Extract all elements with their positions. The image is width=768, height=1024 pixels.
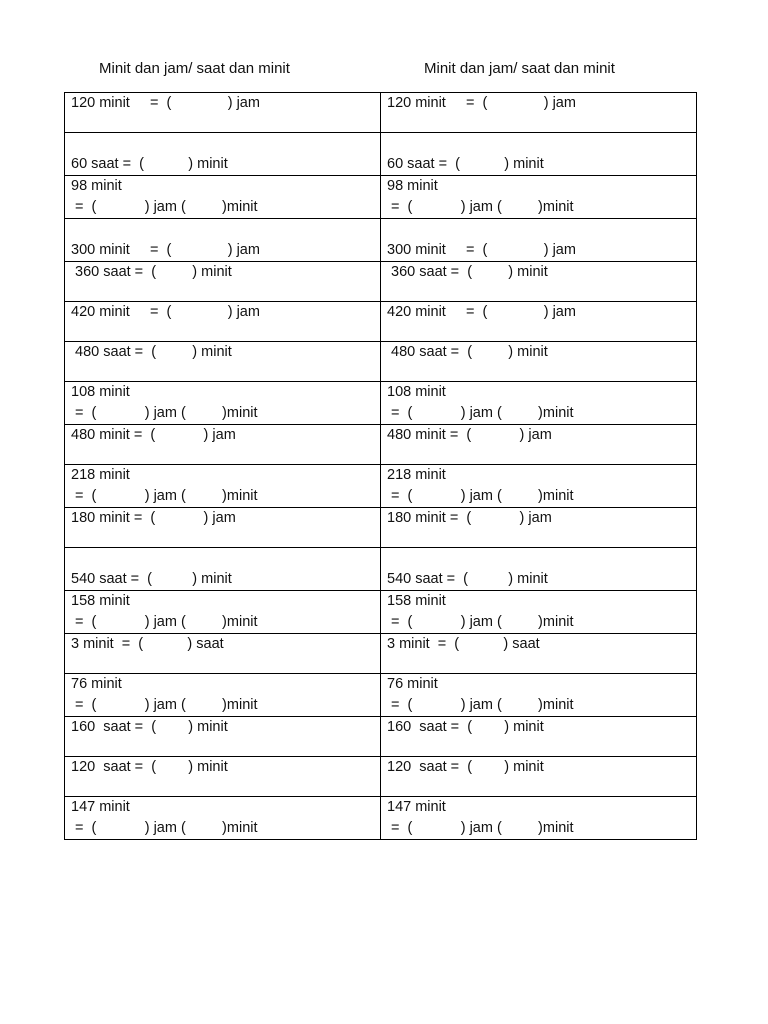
question-text: 300 minit = ( ) jam: [387, 242, 576, 258]
question-text: 158 minit: [387, 593, 446, 609]
question-cell-left: [65, 382, 381, 425]
question-cell-right: [381, 591, 697, 634]
question-cell-right: [381, 548, 697, 591]
question-text: = ( ) jam ( )minit: [71, 488, 258, 504]
question-text: 60 saat = ( ) minit: [387, 156, 544, 172]
question-cell-right: [381, 93, 697, 133]
question-text: 120 minit = ( ) jam: [71, 95, 260, 111]
question-text: 360 saat = ( ) minit: [387, 264, 548, 280]
question-cell-left: [65, 797, 381, 840]
question-text: 218 minit: [387, 467, 446, 483]
question-cell-right: [381, 133, 697, 176]
question-text: 120 saat = ( ) minit: [71, 759, 228, 775]
question-text: 540 saat = ( ) minit: [387, 571, 548, 587]
question-cell-right: [381, 797, 697, 840]
worksheet-row: [65, 797, 697, 840]
question-text: 180 minit = ( ) jam: [71, 510, 236, 526]
question-text: 76 minit: [71, 676, 122, 692]
question-cell-right: [381, 717, 697, 757]
question-text: 98 minit: [387, 178, 438, 194]
question-cell-left: [65, 425, 381, 465]
question-cell-left: [65, 757, 381, 797]
question-text: 420 minit = ( ) jam: [387, 304, 576, 320]
question-text: 147 minit: [71, 799, 130, 815]
question-text: [71, 219, 374, 240]
question-text: 108 minit: [387, 384, 446, 400]
question-text: 147 minit: [387, 799, 446, 815]
question-cell-right: [381, 342, 697, 382]
question-text: 360 saat = ( ) minit: [71, 264, 232, 280]
question-text: 300 minit = ( ) jam: [71, 242, 260, 258]
question-text: 120 minit = ( ) jam: [387, 95, 576, 111]
question-text: 108 minit: [71, 384, 130, 400]
question-cell-left: [65, 465, 381, 508]
question-text: = ( ) jam ( )minit: [71, 199, 258, 215]
question-cell-left: [65, 674, 381, 717]
column-heading-left: Minit dan jam/ saat dan minit: [99, 60, 290, 77]
worksheet-row: [65, 674, 697, 717]
question-cell-left: [65, 548, 381, 591]
question-cell-right: [381, 382, 697, 425]
question-text: 480 minit = ( ) jam: [387, 427, 552, 443]
column-heading-right: Minit dan jam/ saat dan minit: [424, 60, 615, 77]
question-text: 120 saat = ( ) minit: [387, 759, 544, 775]
question-text: 420 minit = ( ) jam: [71, 304, 260, 320]
worksheet-row: [65, 717, 697, 757]
question-text: 60 saat = ( ) minit: [71, 156, 228, 172]
worksheet-row: [65, 382, 697, 425]
question-text: 480 saat = ( ) minit: [387, 344, 548, 360]
worksheet-row: [65, 262, 697, 302]
question-text: [387, 133, 690, 154]
question-text: 480 minit = ( ) jam: [71, 427, 236, 443]
question-text: 3 minit = ( ) saat: [387, 636, 540, 652]
worksheet-table: [64, 92, 697, 840]
worksheet-row: [65, 302, 697, 342]
question-cell-right: [381, 176, 697, 219]
question-text: [387, 219, 690, 240]
worksheet-row: [65, 133, 697, 176]
question-text: = ( ) jam ( )minit: [387, 697, 574, 713]
worksheet-row: [65, 93, 697, 133]
question-cell-left: [65, 262, 381, 302]
question-cell-right: [381, 674, 697, 717]
worksheet-row: [65, 425, 697, 465]
question-cell-right: [381, 302, 697, 342]
worksheet-row: [65, 176, 697, 219]
worksheet-row: [65, 591, 697, 634]
question-text: 180 minit = ( ) jam: [387, 510, 552, 526]
worksheet-row: [65, 342, 697, 382]
question-text: 3 minit = ( ) saat: [71, 636, 224, 652]
question-text: = ( ) jam ( )minit: [387, 199, 574, 215]
question-cell-left: [65, 591, 381, 634]
question-cell-left: [65, 342, 381, 382]
question-cell-left: [65, 133, 381, 176]
question-text: = ( ) jam ( )minit: [71, 820, 258, 836]
worksheet-row: [65, 757, 697, 797]
question-cell-left: [65, 508, 381, 548]
question-text: = ( ) jam ( )minit: [71, 697, 258, 713]
question-cell-right: [381, 425, 697, 465]
question-cell-right: [381, 508, 697, 548]
question-text: [71, 548, 374, 569]
question-text: = ( ) jam ( )minit: [387, 614, 574, 630]
worksheet-row: [65, 634, 697, 674]
question-text: 160 saat = ( ) minit: [387, 719, 544, 735]
question-text: 98 minit: [71, 178, 122, 194]
worksheet-row: [65, 219, 697, 262]
question-cell-right: [381, 219, 697, 262]
question-text: = ( ) jam ( )minit: [387, 820, 574, 836]
question-text: 76 minit: [387, 676, 438, 692]
worksheet-row: [65, 548, 697, 591]
question-text: 540 saat = ( ) minit: [71, 571, 232, 587]
question-cell-left: [65, 176, 381, 219]
question-cell-left: [65, 302, 381, 342]
question-text: 218 minit: [71, 467, 130, 483]
question-cell-left: [65, 717, 381, 757]
question-cell-left: [65, 219, 381, 262]
question-text: = ( ) jam ( )minit: [71, 614, 258, 630]
question-cell-right: [381, 634, 697, 674]
question-text: [387, 548, 690, 569]
question-text: 158 minit: [71, 593, 130, 609]
question-text: 160 saat = ( ) minit: [71, 719, 228, 735]
question-cell-left: [65, 634, 381, 674]
question-text: 480 saat = ( ) minit: [71, 344, 232, 360]
question-cell-right: [381, 465, 697, 508]
worksheet-row: [65, 508, 697, 548]
question-text: = ( ) jam ( )minit: [71, 405, 258, 421]
question-text: [71, 133, 374, 154]
question-cell-right: [381, 757, 697, 797]
question-cell-right: [381, 262, 697, 302]
worksheet-row: [65, 465, 697, 508]
question-text: = ( ) jam ( )minit: [387, 488, 574, 504]
question-text: = ( ) jam ( )minit: [387, 405, 574, 421]
question-cell-left: [65, 93, 381, 133]
